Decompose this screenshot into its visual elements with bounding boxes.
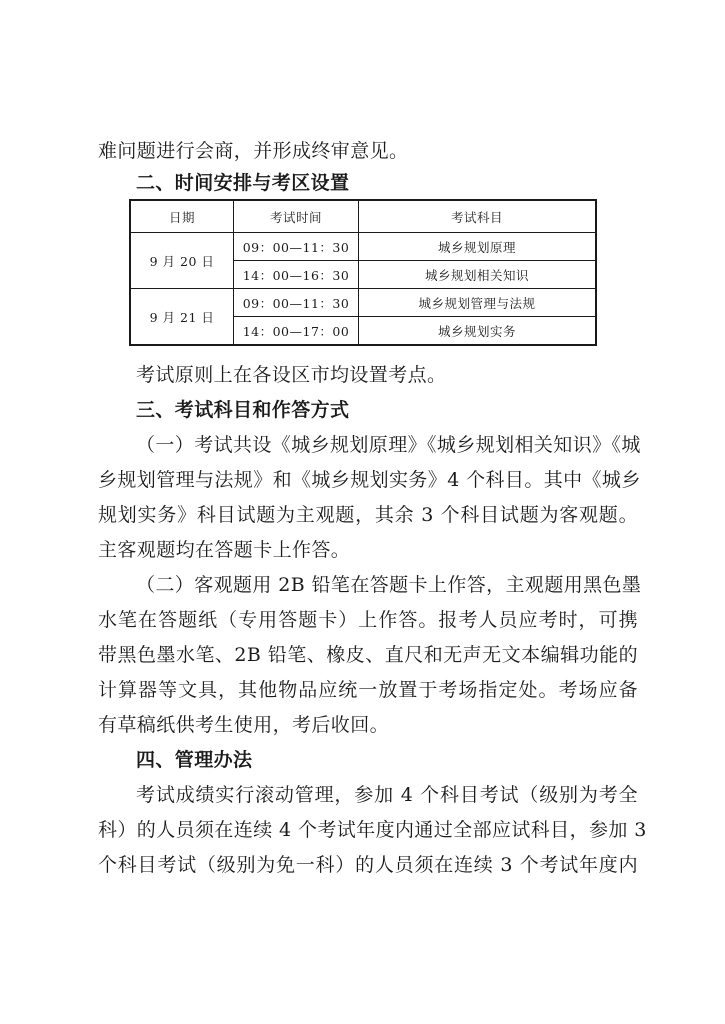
table-cell-subject: 城乡规划实务	[359, 317, 597, 346]
table-cell-time: 14：00—17：00	[234, 317, 359, 346]
table-row	[130, 289, 596, 317]
table-cell-time: 09：00—11：30	[234, 233, 359, 261]
section-heading-time-venue: 二、时间安排与考区设置	[136, 172, 350, 194]
paragraph-line: 主客观题均在答题卡上作答。	[98, 539, 351, 561]
table-cell-time: 14：00—16：30	[234, 261, 359, 289]
paragraph-line: 个科目考试（级别为免一科）的人员须在连续 3 个考试年度内	[98, 854, 638, 876]
paragraph-line: 有草稿纸供考生使用，考后收回。	[98, 714, 390, 736]
paragraph-line: 计算器等文具，其他物品应统一放置于考场指定处。考场应备	[98, 679, 638, 701]
paragraph-line: 考试原则上在各设区市均设置考点。	[136, 364, 447, 386]
table-header-row	[130, 200, 596, 233]
paragraph-line: 乡规划管理与法规》和《城乡规划实务》4 个科目。其中《城乡	[98, 469, 641, 491]
table-row	[130, 233, 596, 261]
table-cell-subject: 城乡规划相关知识	[359, 261, 597, 289]
paragraph-line: 难问题进行会商，并形成终审意见。	[98, 140, 409, 162]
paragraph-line: 带黑色墨水笔、2B 铅笔、橡皮、直尺和无声无文本编辑功能的	[98, 644, 638, 666]
paragraph-line: 水笔在答题纸（专用答题卡）上作答。报考人员应考时，可携	[98, 609, 638, 631]
section-heading-management: 四、管理办法	[136, 749, 253, 771]
section-heading-subjects: 三、考试科目和作答方式	[136, 399, 350, 421]
table-cell-date: 9 月 21 日	[130, 289, 234, 346]
table-cell-subject: 城乡规划原理	[359, 233, 597, 261]
exam-schedule-table	[129, 199, 597, 346]
table-cell-subject: 城乡规划管理与法规	[359, 289, 597, 317]
table-cell-date: 9 月 20 日	[130, 233, 234, 289]
paragraph-line: 规划实务》科目试题为主观题，其余 3 个科目试题为客观题。	[98, 504, 638, 526]
paragraph-line: 科）的人员须在连续 4 个考试年度内通过全部应试科目，参加 3	[98, 819, 647, 841]
paragraph-line: 考试成绩实行滚动管理，参加 4 个科目考试（级别为考全	[136, 784, 638, 806]
table-header-date: 日期	[130, 200, 234, 233]
paragraph-line: （一）考试共设《城乡规划原理》《城乡规划相关知识》《城	[136, 434, 641, 456]
paragraph-line: （二）客观题用 2B 铅笔在答题卡上作答，主观题用黑色墨	[136, 574, 642, 596]
table-header-subject: 考试科目	[359, 200, 597, 233]
table-cell-time: 09：00—11：30	[234, 289, 359, 317]
table-header-time: 考试时间	[234, 200, 359, 233]
